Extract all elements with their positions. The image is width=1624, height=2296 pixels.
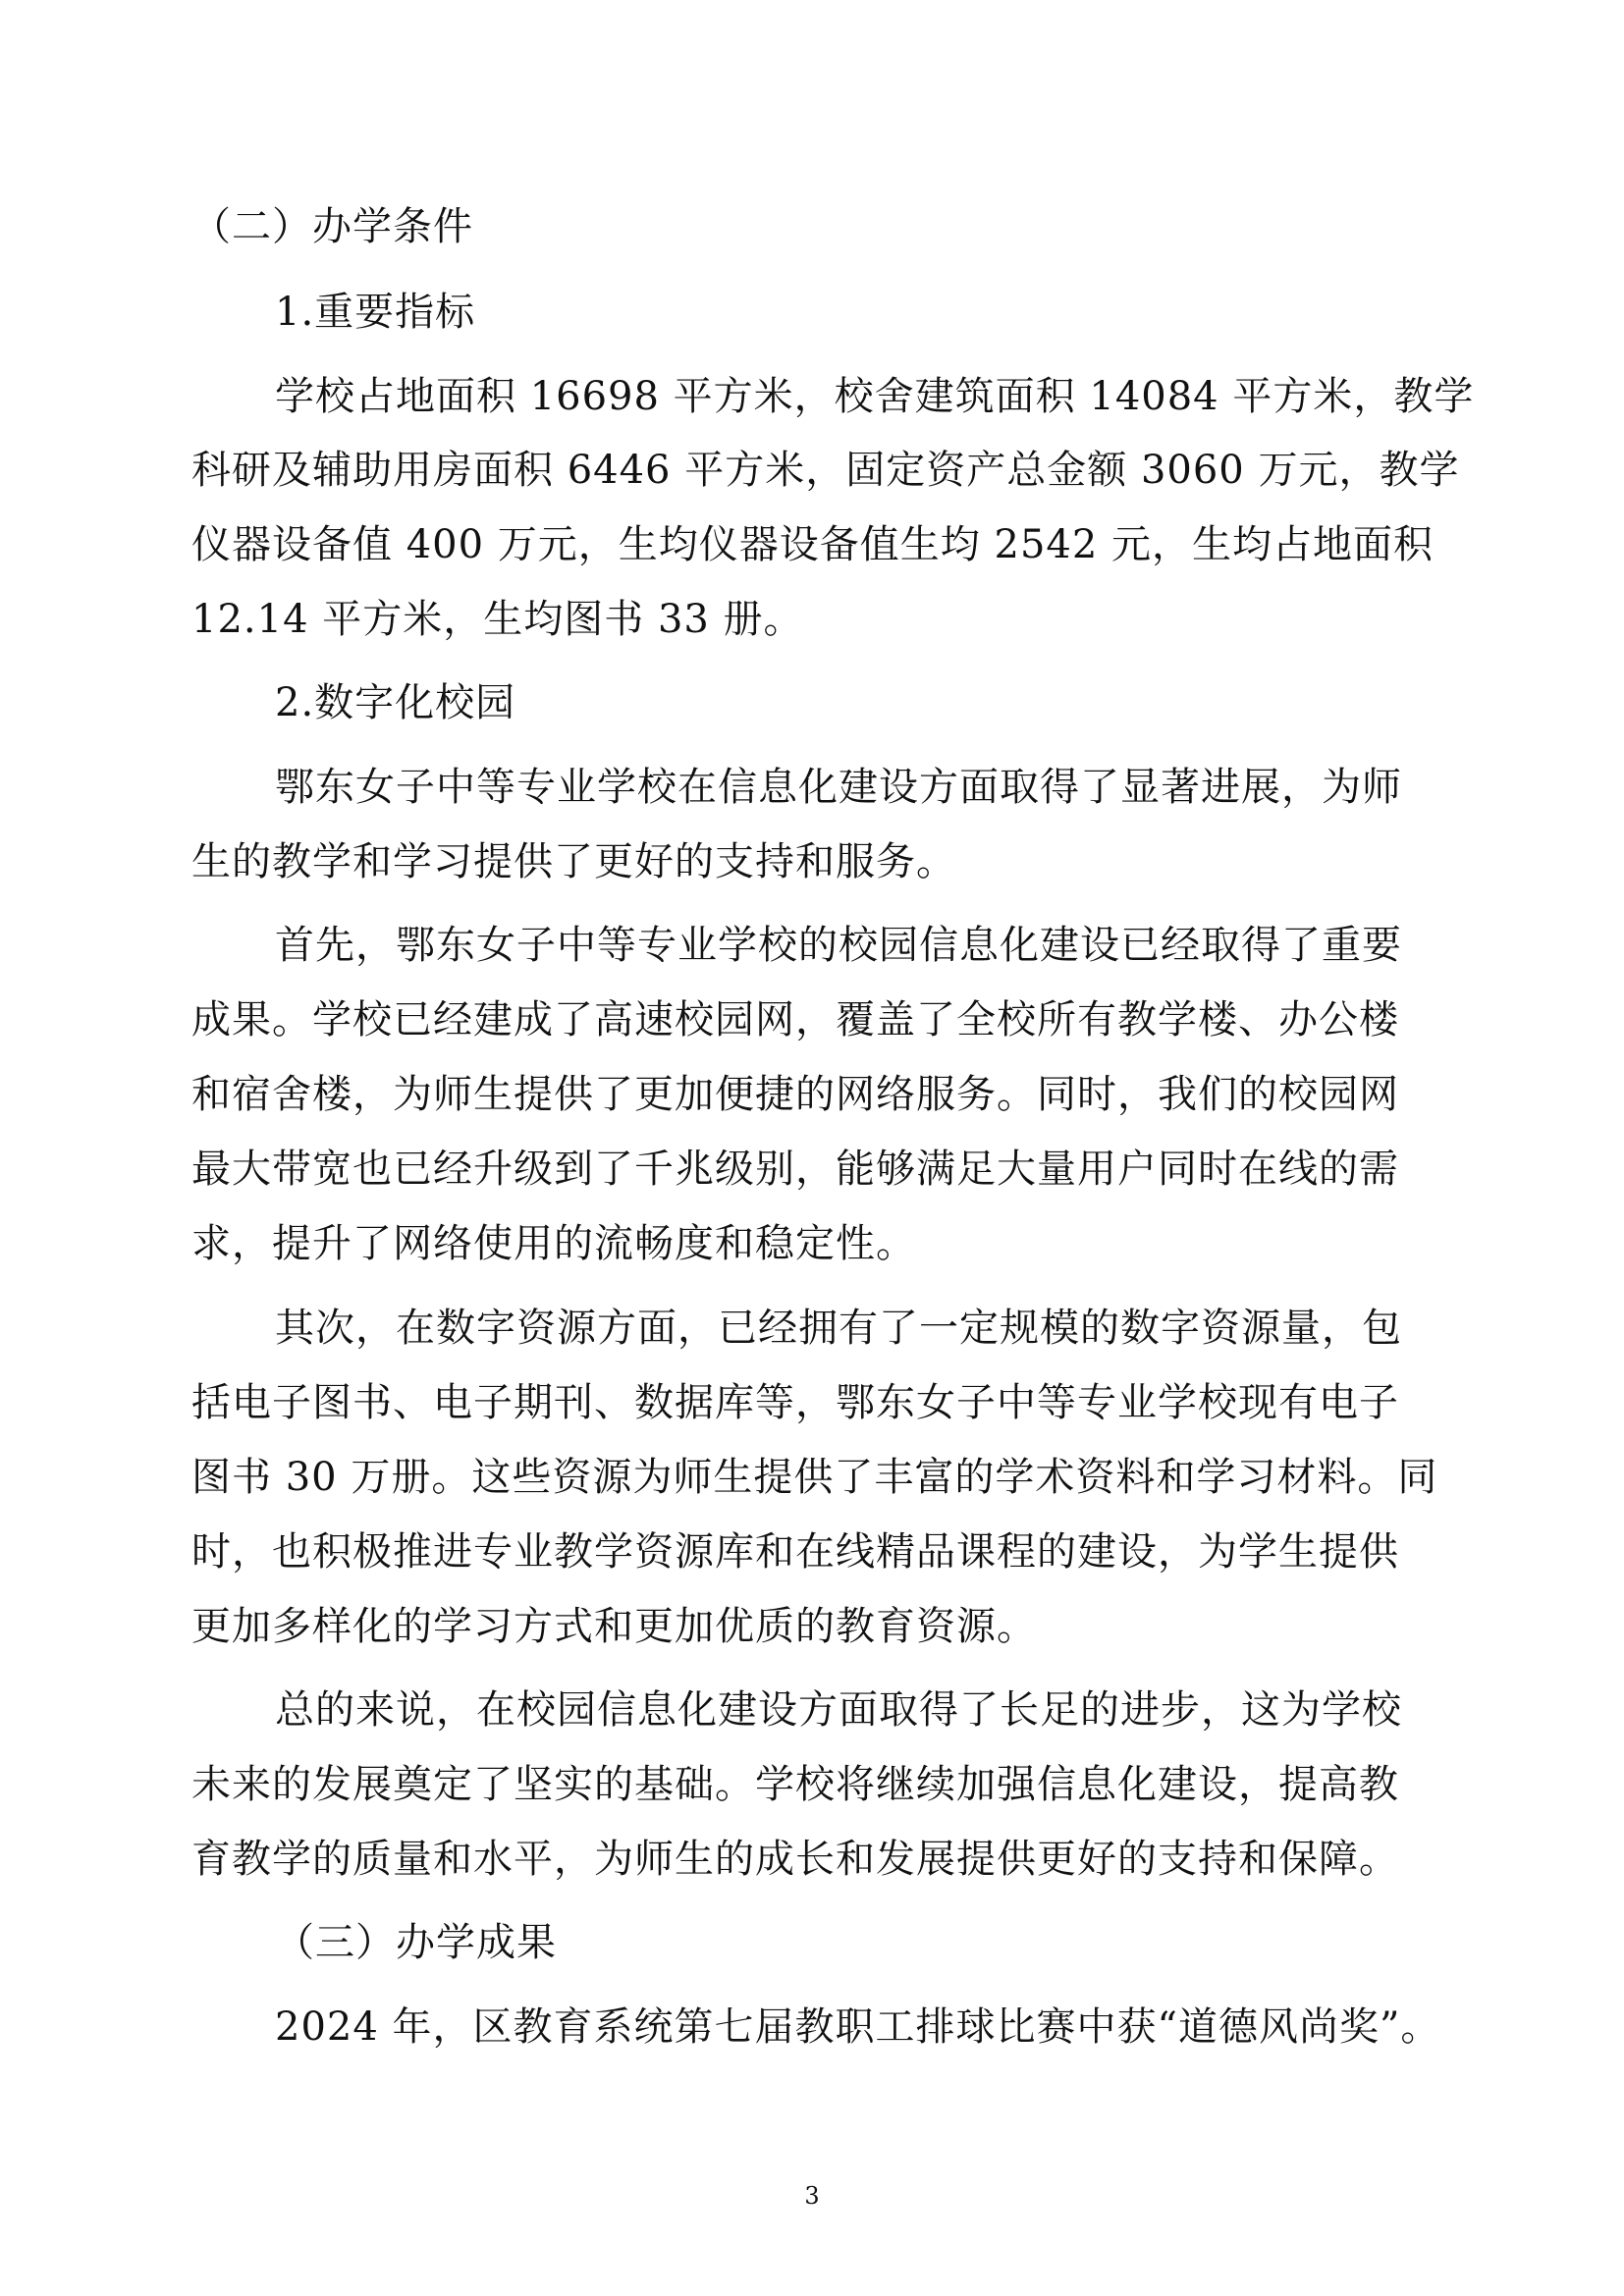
- text-line: 成果。学校已经建成了高速校园网，覆盖了全校所有教学楼、办公楼: [191, 997, 1399, 1042]
- text-line: 时，也积极推进专业教学资源库和在线精品课程的建设，为学生提供: [191, 1529, 1399, 1575]
- text-line: 图书 30 万册。这些资源为师生提供了丰富的学术资料和学习材料。同: [191, 1455, 1438, 1500]
- text-line: 2024 年，区教育系统第七届教职工排球比赛中获“道德风尚奖”。: [275, 2004, 1441, 2050]
- text-line: 括电子图书、电子期刊、数据库等，鄂东女子中等专业学校现有电子: [191, 1380, 1399, 1425]
- text-line: 鄂东女子中等专业学校在信息化建设方面取得了显著进展，为师: [275, 765, 1402, 810]
- text-line: 最大带宽也已经升级到了千兆级别，能够满足大量用户同时在线的需: [191, 1147, 1399, 1192]
- text-line: 生的教学和学习提供了更好的支持和服务。: [191, 839, 956, 884]
- text-line: 科研及辅助用房面积 6446 平方米，固定资产总金额 3060 万元，教学: [191, 448, 1460, 493]
- text-line: 求，提升了网络使用的流畅度和稳定性。: [191, 1221, 916, 1266]
- subsection-heading-2: 2.数字化校园: [275, 680, 516, 725]
- text-line: 育教学的质量和水平，为师生的成长和发展提供更好的支持和保障。: [191, 1837, 1399, 1882]
- text-line: 未来的发展奠定了坚实的基础。学校将继续加强信息化建设，提高教: [191, 1762, 1399, 1807]
- text-line: 总的来说，在校园信息化建设方面取得了长足的进步，这为学校: [275, 1687, 1402, 1733]
- section-heading-3: （三）办学成果: [275, 1920, 557, 1965]
- text-line: 仪器设备值 400 万元，生均仪器设备值生均 2542 元，生均占地面积: [191, 522, 1435, 567]
- text-line: 更加多样化的学习方式和更加优质的教育资源。: [191, 1604, 1037, 1649]
- text-line: 首先，鄂东女子中等专业学校的校园信息化建设已经取得了重要: [275, 923, 1402, 968]
- text-line: 和宿舍楼，为师生提供了更加便捷的网络服务。同时，我们的校园网: [191, 1072, 1399, 1117]
- subsection-heading-1: 1.重要指标: [275, 290, 476, 335]
- page-number: 3: [804, 2182, 820, 2210]
- text-line: 其次，在数字资源方面，已经拥有了一定规模的数字资源量，包: [275, 1306, 1402, 1351]
- section-heading-2: （二）办学条件: [191, 204, 473, 249]
- text-line: 12.14 平方米，生均图书 33 册。: [191, 597, 804, 642]
- text-line: 学校占地面积 16698 平方米，校舍建筑面积 14084 平方米，教学: [275, 374, 1475, 419]
